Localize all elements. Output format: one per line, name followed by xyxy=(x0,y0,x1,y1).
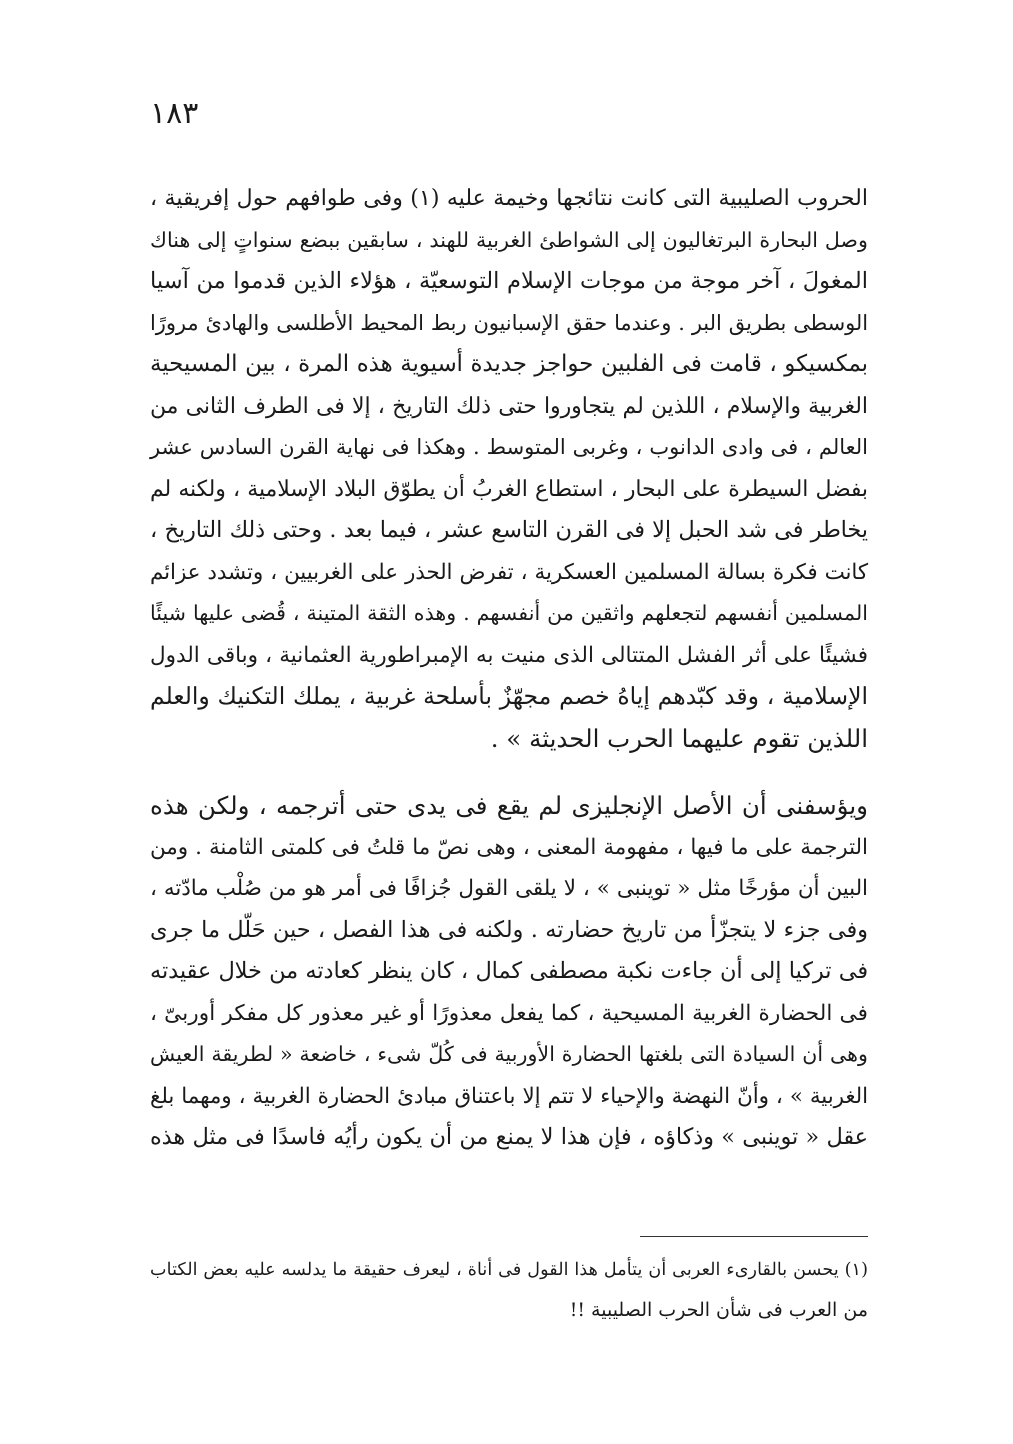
text-line: الحروب الصليبية التى كانت نتائجها وخيمة عليه (١) وفى طوافهم حول إفريقية ، xyxy=(150,185,868,211)
text-line: المغولَ ، آخر موجة من موجات الإسلام التوسعيّة ، هؤلاء الذين قدموا من آسيا xyxy=(150,268,868,294)
paragraph-2 xyxy=(150,785,868,1159)
text-line: فشيئًا على أثر الفشل المتتالى الذى منيت به الإمبراطورية العثمانية ، وباقى الدول xyxy=(150,642,868,668)
text-line: الإسلامية ، وقد كبّدهم إياهُ خصم مجهّزٌ بأسلحة غربية ، يملك التكنيك والعلم xyxy=(150,682,868,710)
paragraph-gap xyxy=(150,759,868,785)
text-line: بمكسيكو ، قامت فى الفلبين حواجز جديدة أسيوية هذه المرة ، بين المسيحية xyxy=(150,351,868,377)
text-line: المسلمين أنفسهم لتجعلهم واثقين من أنفسهم . وهذه الثقة المتينة ، قُضى عليها شيئًا xyxy=(150,601,868,625)
text-line: وصل البحارة البرتغاليون إلى الشواطئ الغربية للهند ، سابقين ببضع سنواتٍ إلى هناك xyxy=(150,227,868,252)
text-line: العالم ، فى وادى الدانوب ، وغربى المتوسط . وهكذا فى نهاية القرن السادس عشر xyxy=(150,435,868,459)
text-line: الغربية والإسلام ، اللذين لم يتجاوروا حتى ذلك التاريخ ، إلا فى الطرف الثانى من xyxy=(150,393,868,419)
text-line: بفضل السيطرة على البحار ، استطاع الغربُ أن يطوّق البلاد الإسلامية ، ولكنه لم xyxy=(150,476,868,502)
text-line: وفى جزء لا يتجزّأ من تاريخ حضارته . ولكنه فى هذا الفصل ، حين حَلّل ما جرى xyxy=(150,916,868,943)
body-text xyxy=(150,178,868,1159)
text-line: الوسطى بطريق البر . وعندما حقق الإسبانيون ربط المحيط الأطلسى والهادئ مرورًا xyxy=(150,310,868,335)
text-line: عقل « توينبى » وذكاؤه ، فإن هذا لا يمنع من أن يكون رأيُه فاسدًا فى مثل هذه xyxy=(150,1124,868,1150)
text-line: كانت فكرة بسالة المسلمين العسكرية ، تفرض الحذر على الغربيين ، وتشدد عزائم xyxy=(150,559,868,585)
text-line: الغربية » ، وأنّ النهضة والإحياء لا تتم إلا باعتناق مبادئ الحضارة الغربية ، ومهما بلغ xyxy=(150,1083,868,1109)
footnotes xyxy=(150,1250,868,1330)
text-line: وهى أن السيادة التى بلغتها الحضارة الأوربية فى كُلّ شىء ، خاضعة « لطريقة العيش xyxy=(150,1042,868,1066)
paragraph-1 xyxy=(150,178,868,759)
text-line: يخاطر فى شد الحبل إلا فى القرن التاسع عشر ، فيما بعد . وحتى ذلك التاريخ ، xyxy=(150,517,868,543)
footnote-divider xyxy=(640,1236,868,1237)
text-line: اللذين تقوم عليهما الحرب الحديثة » . xyxy=(490,723,868,753)
footnote-line: (١) يحسن بالقارىء العربى أن يتأمل هذا القول فى أناة ، ليعرف حقيقة ما يدلسه عليه بعض الكتاب xyxy=(150,1260,868,1280)
text-line: ويؤسفنى أن الأصل الإنجليزى لم يقع فى يدى حتى أترجمه ، ولكن هذه xyxy=(150,791,868,820)
text-line: فى تركيا إلى أن جاءت نكبة مصطفى كمال ، كان ينظر كعادته من خلال عقيدته xyxy=(150,958,868,984)
text-line: فى الحضارة الغربية المسيحية ، كما يفعل معذورًا أو غير معذور كل مفكر أوربىّ ، xyxy=(150,1000,868,1026)
text-line: الترجمة على ما فيها ، مفهومة المعنى ، وهى نصّ ما قلتُ فى كلمتى الثامنة . ومن xyxy=(150,834,868,860)
footnote-line: من العرب فى شأن الحرب الصليبية !! xyxy=(569,1299,868,1321)
page-number: ١٨٣ xyxy=(150,96,199,131)
text-line: البين أن مؤرخًا مثل « توينبى » ، لا يلقى القول جُزافًا فى أمر هو من صُلْب مادّته ، xyxy=(150,876,868,901)
